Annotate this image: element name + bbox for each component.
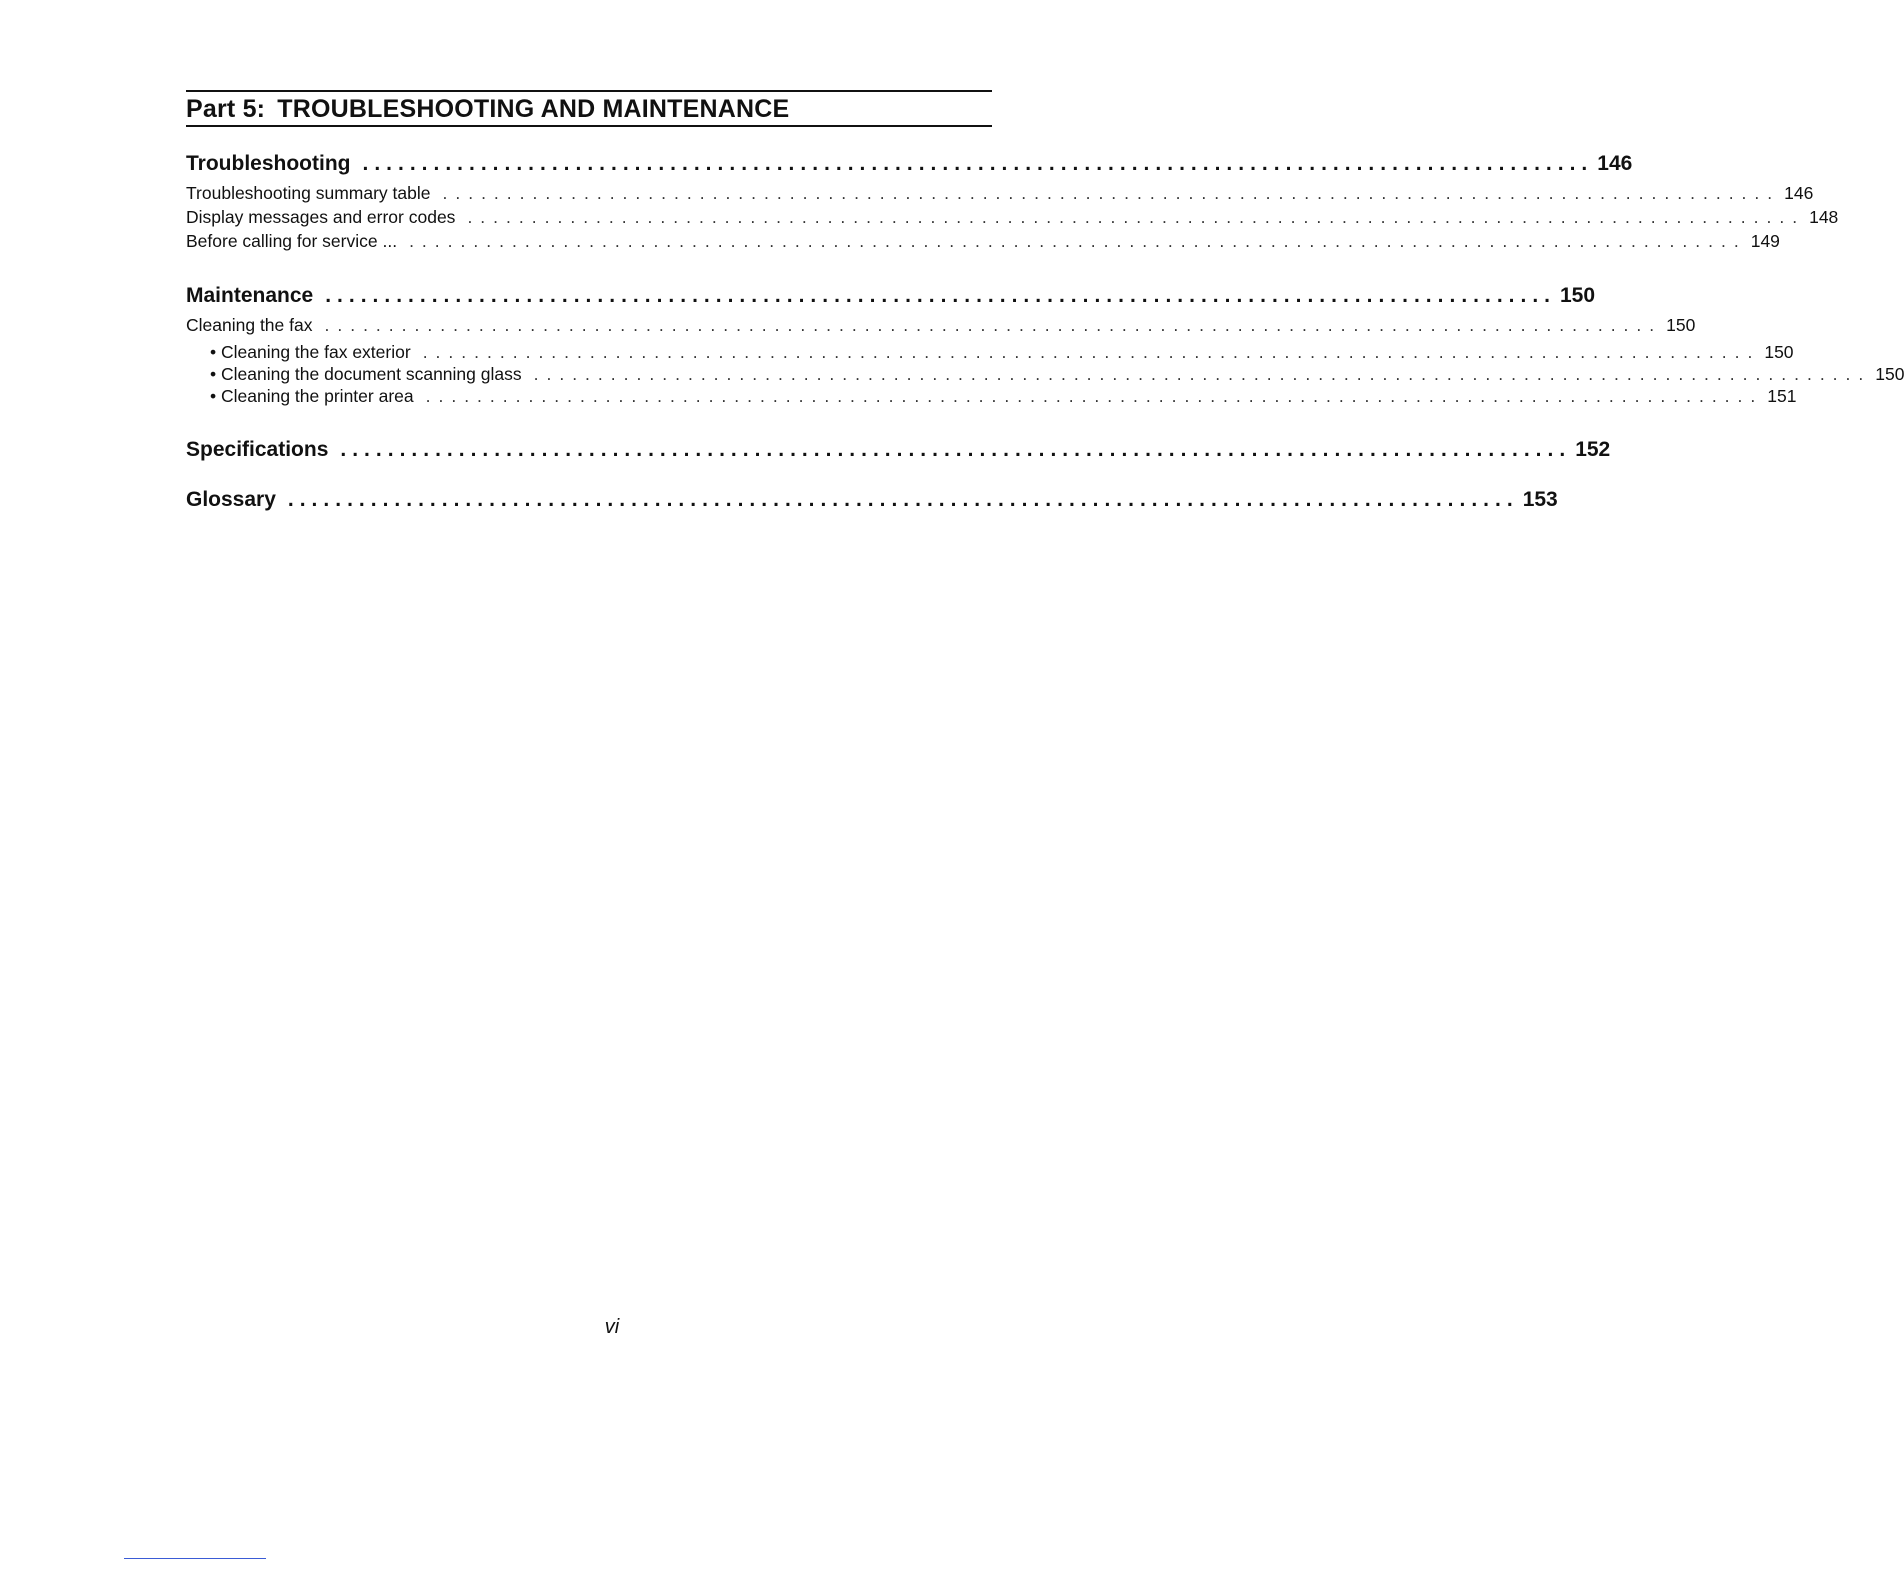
toc-entry-title: Specifications (186, 438, 329, 461)
toc-page-number: 149 (1750, 231, 1780, 251)
toc-entry-title: Maintenance (186, 284, 314, 307)
toc-section-maintenance (186, 283, 1904, 407)
toc-subentry-title: Cleaning the fax (186, 315, 313, 335)
toc-page-number: 151 (1767, 386, 1797, 406)
toc-page-number: 150 (1666, 315, 1696, 335)
dot-leader: ........................................................................................................ (325, 284, 1556, 307)
dot-leader: ........................................................................................................ (340, 438, 1572, 461)
dot-leader: ........................................................................................................ (422, 342, 1761, 362)
toc-bullet-title: • Cleaning the fax exterior (210, 342, 411, 362)
page-number: vi (604, 1316, 620, 1338)
toc-entry-title: Glossary (186, 488, 276, 511)
dot-leader: ........................................................................................................ (324, 315, 1663, 335)
toc-section-glossary (186, 487, 1558, 513)
toc-subentry[interactable] (186, 313, 1696, 337)
toc-subentry[interactable] (186, 181, 1814, 205)
toc-subentry-title: Troubleshooting summary table (186, 183, 431, 203)
dot-leader: ........................................................................................................ (362, 152, 1594, 175)
toc-section-specifications (186, 437, 1611, 463)
dot-leader: ........................................................................................................ (425, 386, 1764, 406)
toc-bullet-title: • Cleaning the printer area (210, 386, 414, 406)
toc-subentry[interactable] (186, 229, 1780, 253)
toc-entry-title: Troubleshooting (186, 152, 351, 175)
toc-page-number: 150 (1764, 342, 1794, 362)
toc-page-number: 150 (1875, 364, 1904, 384)
part-title: TROUBLESHOOTING AND MAINTENANCE (277, 95, 790, 123)
dot-leader: ........................................................................................................ (442, 183, 1781, 203)
dot-leader: ........................................................................................................ (287, 488, 1519, 511)
toc-section-troubleshooting (186, 151, 1839, 253)
dot-leader: ........................................................................................................ (409, 231, 1747, 251)
dot-leader: ........................................................................................................ (467, 207, 1806, 227)
toc-page-number: 153 (1522, 488, 1558, 511)
toc-bullet-entry[interactable] (186, 385, 1797, 407)
toc-entry-specifications[interactable] (186, 437, 1611, 463)
toc-page-number: 148 (1809, 207, 1839, 227)
toc-bullet-entry[interactable] (186, 363, 1904, 385)
part-heading (186, 90, 992, 127)
toc-subentry-title: Display messages and error codes (186, 207, 456, 227)
dot-leader: ........................................................................................................ (533, 364, 1872, 384)
toc-subentry-title: Before calling for service ... (186, 231, 398, 251)
toc-page-number: 146 (1784, 183, 1814, 203)
toc-bullet-entry[interactable] (186, 341, 1794, 363)
toc-page-number: 146 (1597, 152, 1633, 175)
toc-page-number: 152 (1575, 438, 1611, 461)
toc-entry-maintenance[interactable] (186, 283, 1596, 309)
part-label: Part 5: (186, 95, 266, 123)
bottom-divider (124, 1558, 266, 1559)
toc-entry-troubleshooting[interactable] (186, 151, 1633, 177)
toc-bullet-title: • Cleaning the document scanning glass (210, 364, 522, 384)
toc-subentry[interactable] (186, 205, 1839, 229)
toc-page-number: 150 (1560, 284, 1596, 307)
table-of-contents-page (186, 90, 1904, 517)
toc-entry-glossary[interactable] (186, 487, 1558, 513)
